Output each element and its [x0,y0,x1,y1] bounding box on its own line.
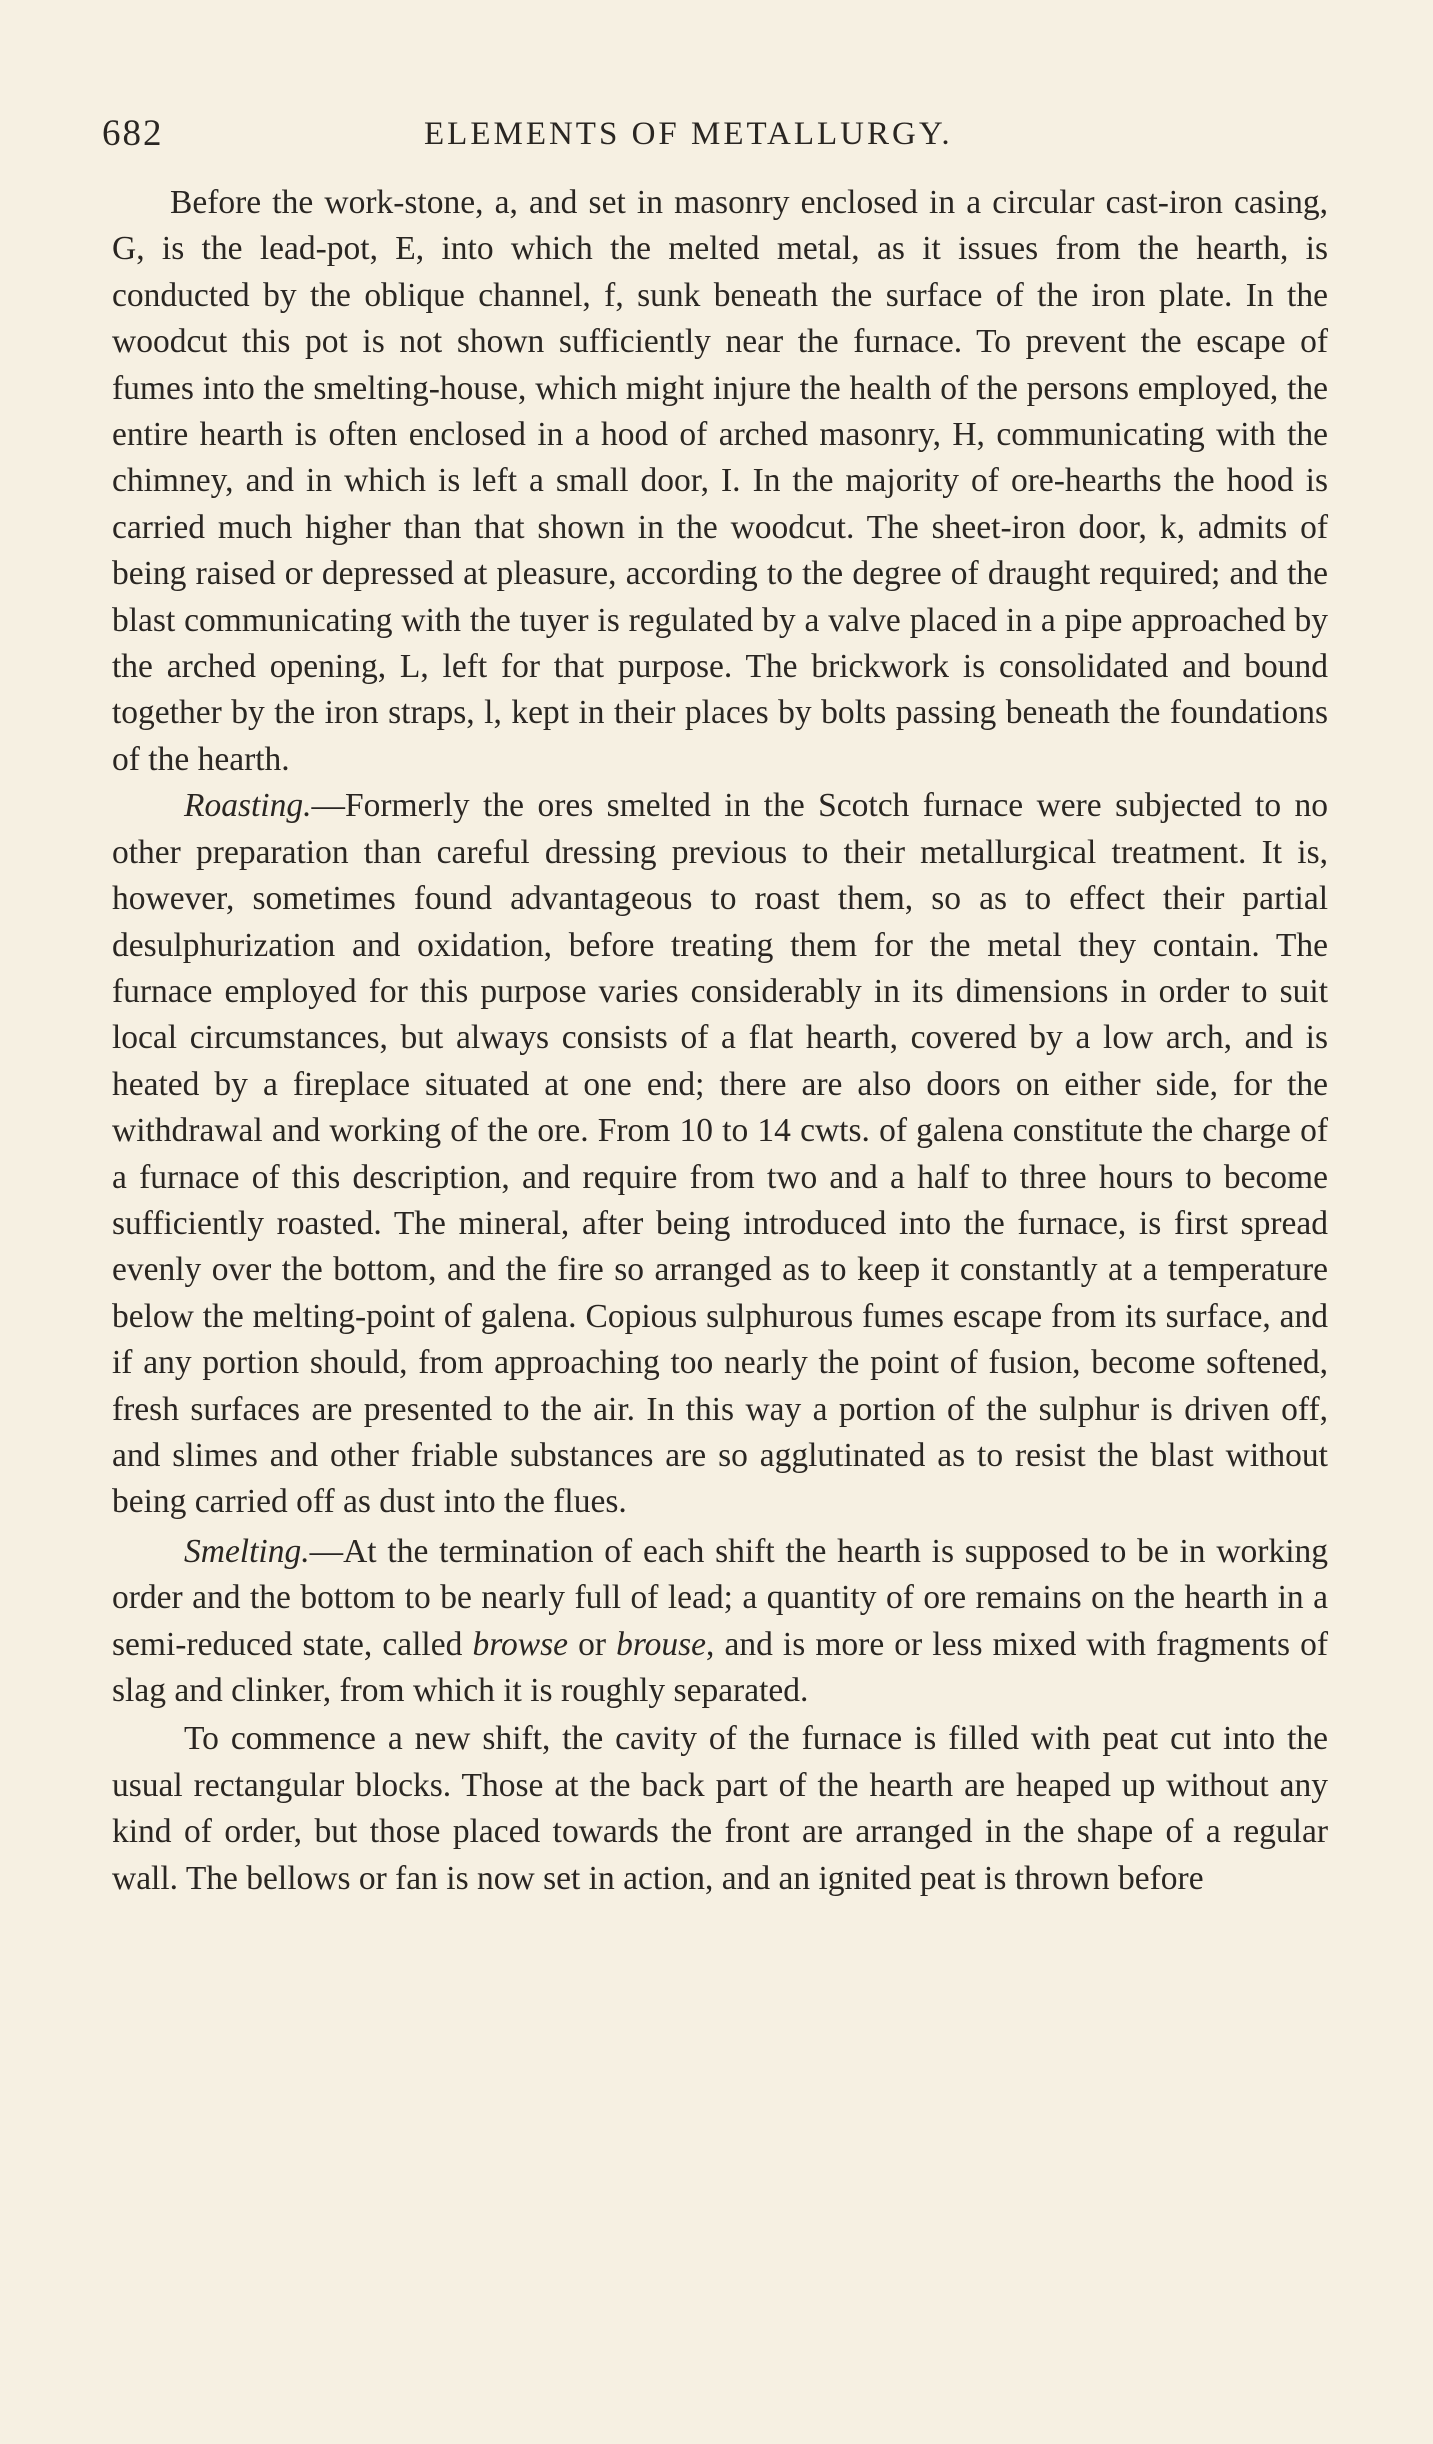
body-text [112,180,1328,1902]
paragraph-text: —Formerly the ores smelted in the Scotch furnace were subjected to no other preparation than careful dressing previous to their metallurgical treatment. It is, however, sometimes found advantageous to roast them, so as to effect their partial desulphurization and oxidation, before treating them for the metal they contain. The furnace employed for this purpose varies considerably in its dimensions in order to suit local circumstances, but always consists of a flat hearth, covered by a low arch, and is heated by a fireplace situated at one end; there are also doors on either side, for the withdrawal and working of the ore. From 10 to 14 cwts. of galena constitute the charge of a furnace of this description, and require from two and a half to three hours to become sufficiently roasted. The mineral, after being introduced into the furnace, is first spread evenly over the bottom, and the fire so arranged as to keep it constantly at a temperature below the melting-point of galena. Copious sulphurous fumes escape from its surface, and if any portion should, from approaching too nearly the point of fusion, become softened, fresh surfaces are presented to the air. In this way a portion of the sulphur is driven off, and slimes and other friable substances are so agglutinated as to resist the blast without being carried off as dust into the flues. [112,787,1328,1521]
paragraph-text: or [567,1625,617,1663]
section-heading-roasting: Roasting. [184,787,312,825]
section-heading-smelting: Smelting. [184,1532,310,1570]
running-title: ELEMENTS OF METALLURGY. [424,116,953,152]
paragraph-roasting [112,783,1328,1526]
paragraph-new-shift [112,1716,1328,1902]
page-number: 682 [102,113,164,154]
paragraph-text: To commence a new shift, the cavity of the furnace is filled with peat cut into the usual rectangular blocks. Those at the back part of the hearth are heaped up without any kind of order, but those placed towards the front are arranged in the shape of a regular wall. The bellows or fan is now set in action, and an ignited peat is thrown before [112,1720,1328,1897]
paragraph-text: Before the work-stone, a, and set in masonry enclosed in a circular cast-iron casing, G, is the lead-pot, E, into which the melted metal, as it issues from the hearth, is conducted by the oblique channel, f, sunk beneath the surface of the iron plate. In the woodcut this pot is not shown sufficiently near the furnace. To prevent the escape of fumes into the smelting-house, which might injure the health of the persons employed, the entire hearth is often enclosed in a hood of arched masonry, H, communicating with the chimney, and in which is left a small door, I. In the majority of ore-hearths the hood is carried much higher than that shown in the woodcut. The sheet-iron door, k, admits of being raised or depressed at pleasure, according to the degree of draught required; and the blast communicating with the tuyer is regulated by a valve placed in a pipe approached by the arched opening, L, left for that purpose. The brickwork is consolidated and bound together by the iron straps, l, kept in their places by bolts passing beneath the foundations of the hearth. [112,184,1328,778]
paragraph-text: , and is more or less mixed with fragments of slag and clinker, from which it is roughly separated. [112,1625,1328,1709]
term-brouse: brouse [616,1625,707,1663]
paragraph-smelting [112,1529,1328,1715]
paragraph-text: —At the termination of each shift the hearth is supposed to be in working order and the bottom to be nearly full of lead; a quantity of ore remains on the hearth in a semi-reduced state, called [112,1532,1328,1663]
running-head [102,112,1328,162]
paragraph-furnace-description [112,180,1328,783]
term-browse: browse [472,1625,568,1663]
